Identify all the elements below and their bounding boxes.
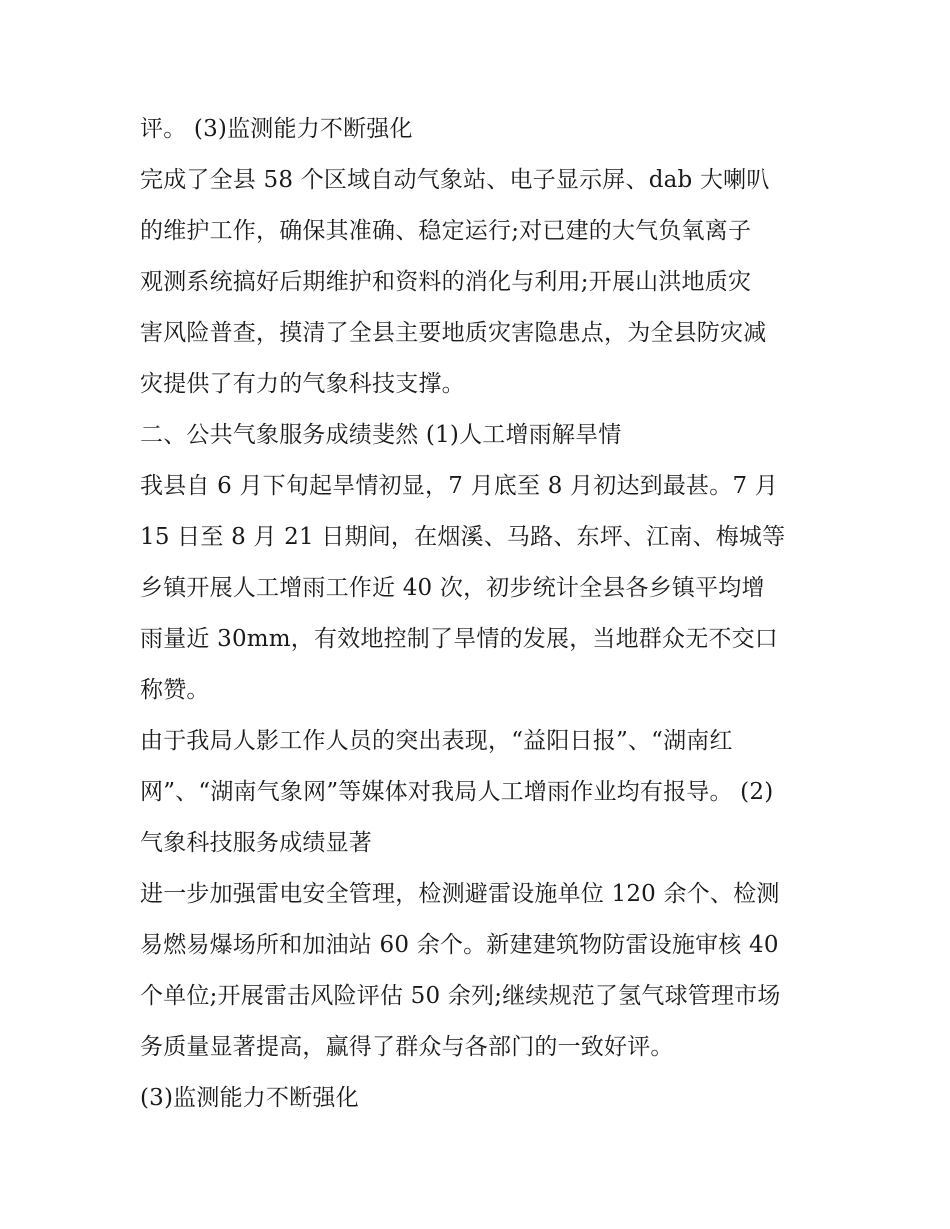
text-line: 评。 (3)监测能力不断强化 xyxy=(140,116,413,142)
text-line: 乡镇开展人工增雨工作近 40 次，初步统计全县各乡镇平均增 xyxy=(140,575,765,601)
text-line: 务质量显著提高，赢得了群众与各部门的一致好评。 xyxy=(140,1034,674,1060)
text-line: 灾提供了有力的气象科技支撑。 xyxy=(140,371,465,397)
text-line: 进一步加强雷电安全管理，检测避雷设施单位 120 余个、检测 xyxy=(140,881,780,907)
text-line: 网”、“湖南气象网”等媒体对我局人工增雨作业均有报导。 (2) xyxy=(140,779,774,805)
text-line: 易燃易爆场所和加油站 60 余个。新建建筑物防雷设施审核 40 xyxy=(140,932,779,958)
section-heading: 二、公共气象服务成绩斐然 (1)人工增雨解旱情 xyxy=(140,422,622,448)
text-line: 我县自 6 月下旬起旱情初显，7 月底至 8 月初达到最甚。7 月 xyxy=(140,473,778,499)
text-line: 的维护工作，确保其准确、稳定运行;对已建的大气负氧离子 xyxy=(140,218,752,244)
text-line: 观测系统搞好后期维护和资料的消化与利用;开展山洪地质灾 xyxy=(140,269,752,295)
text-line: 由于我局人影工作人员的突出表现，“益阳日报”、“湖南红 xyxy=(140,728,733,754)
text-line: 害风险普查，摸清了全县主要地质灾害隐患点，为全县防灾减 xyxy=(140,320,767,346)
subsection-heading: 气象科技服务成绩显著 xyxy=(140,830,372,856)
text-line: 完成了全县 58 个区域自动气象站、电子显示屏、dab 大喇叭 xyxy=(140,167,770,193)
text-line: 称赞。 xyxy=(140,677,210,703)
text-line: 雨量近 30mm，有效地控制了旱情的发展，当地群众无不交口 xyxy=(140,626,778,652)
document-body xyxy=(140,104,830,1124)
text-line: 15 日至 8 月 21 日期间，在烟溪、马路、东坪、江南、梅城等 xyxy=(140,524,786,550)
subsection-heading: (3)监测能力不断强化 xyxy=(140,1085,359,1111)
text-line: 个单位;开展雷击风险评估 50 余列;继续规范了氢气球管理市场 xyxy=(140,983,781,1009)
